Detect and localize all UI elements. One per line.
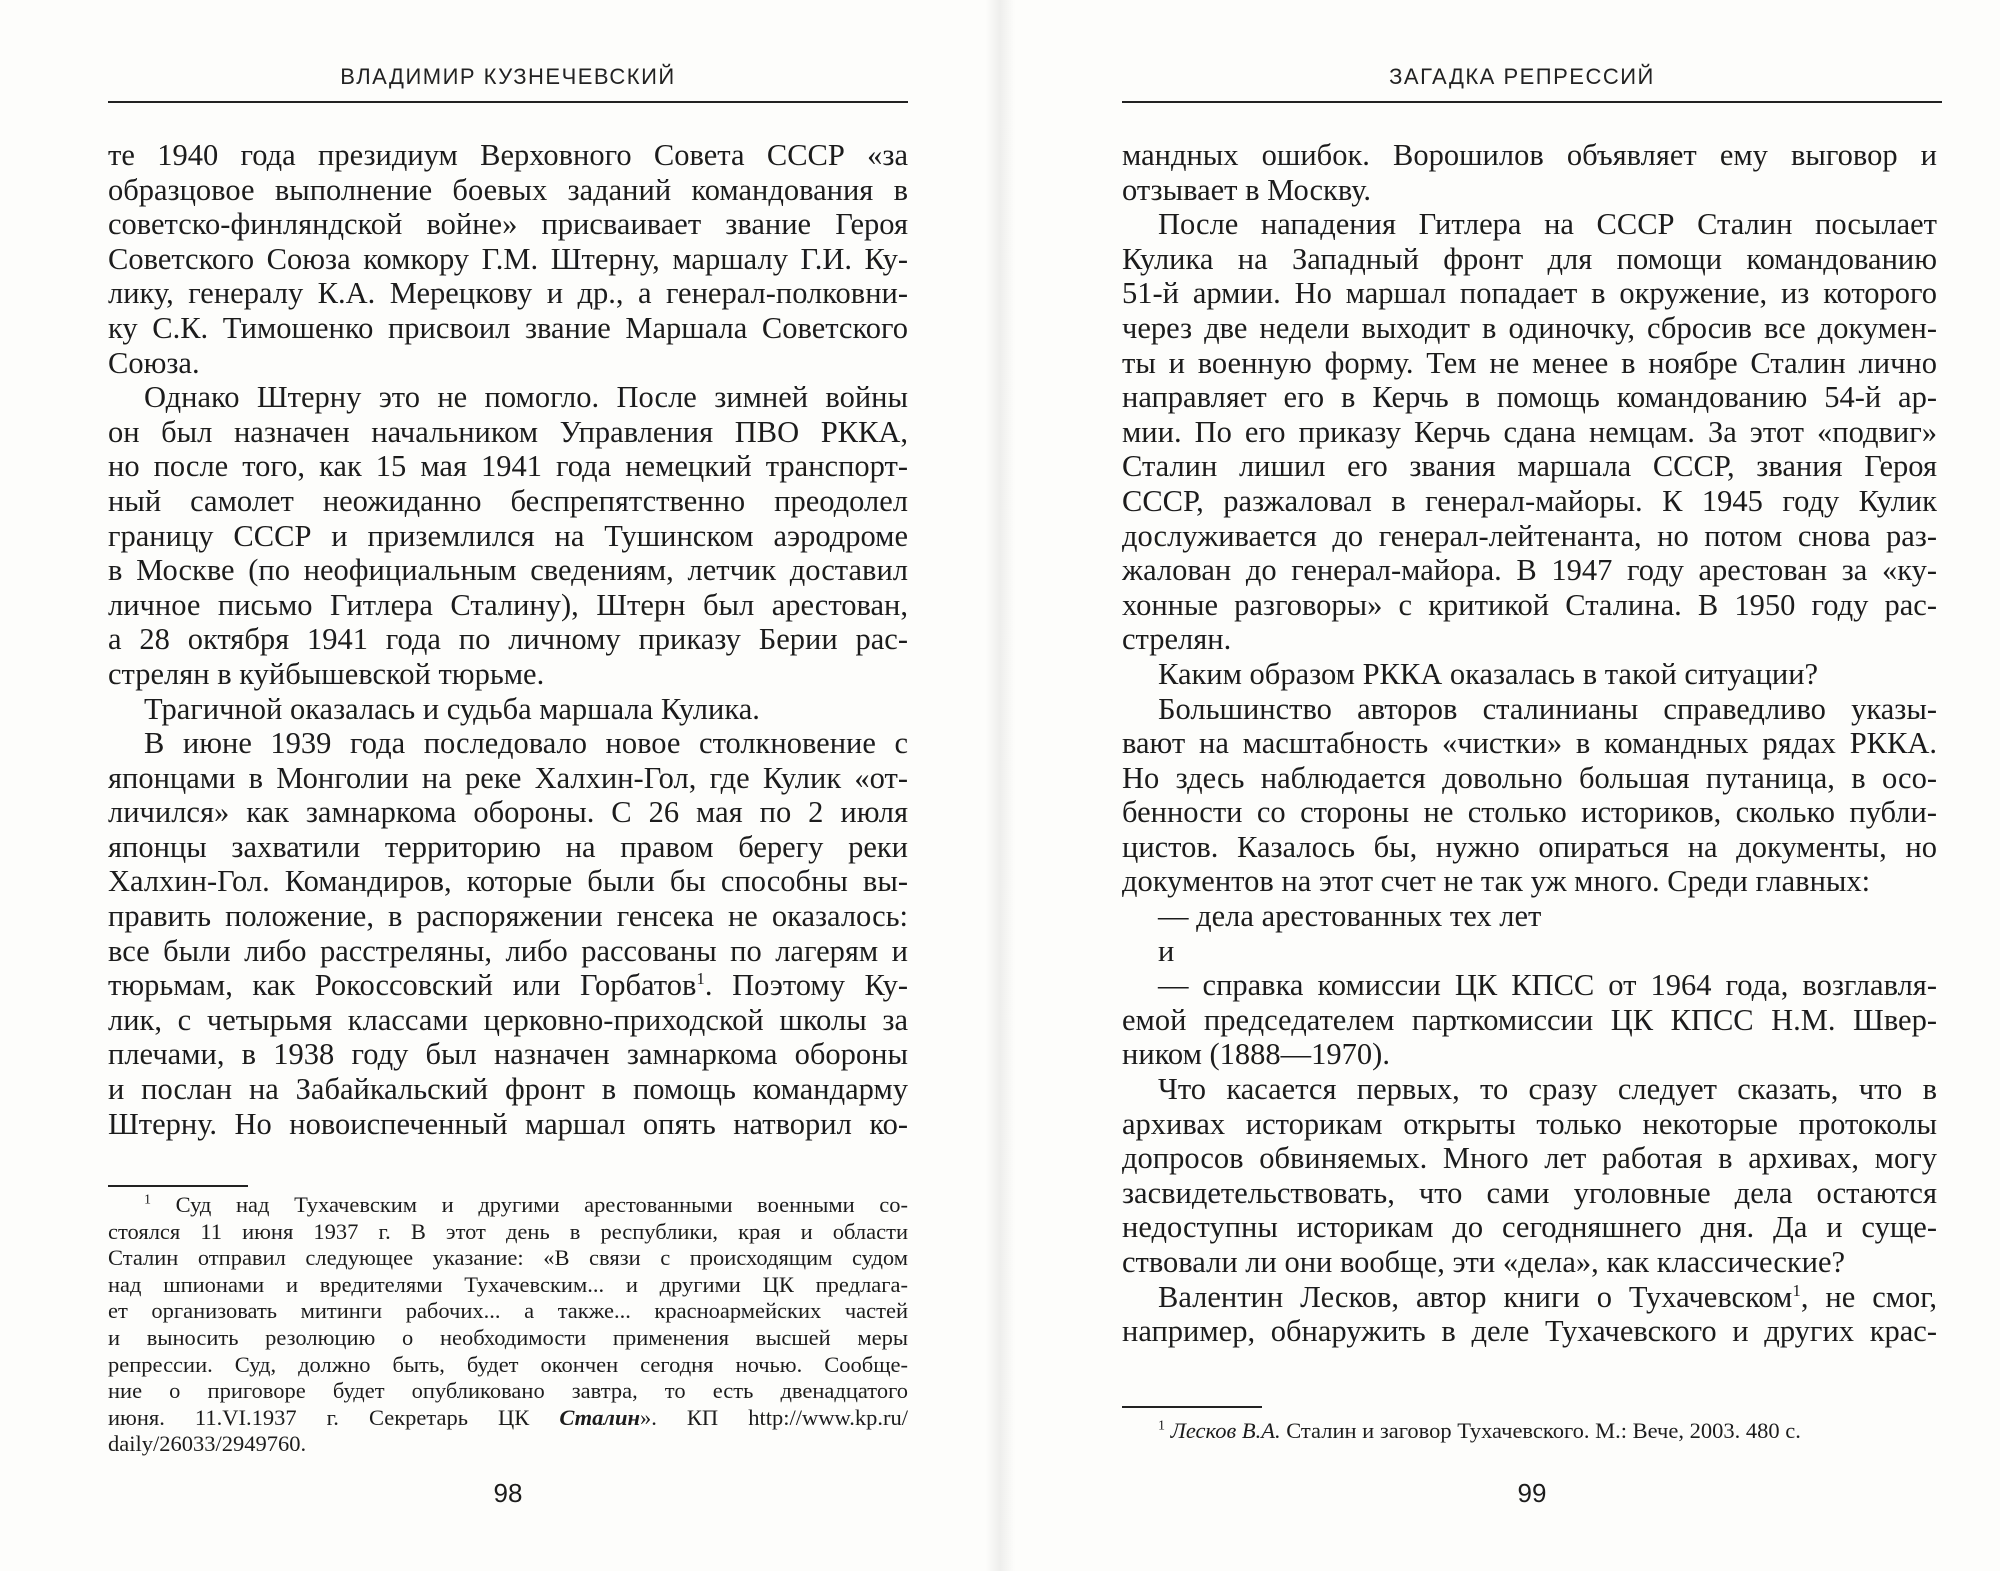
footnote-line: стоялся 11 июня 1937 г. В этот день в республики, края и области [108, 1218, 908, 1244]
footnote-rule [1122, 1406, 1262, 1408]
text-line: в Москве (по неофициальным сведениям, летчик доставил [108, 553, 908, 588]
text-line: править положение, в распоряжении генсека не оказалось: [108, 899, 908, 934]
page-number: 99 [1517, 1478, 1547, 1508]
text-line: засвидетельствовать, что сами уголовные дела остаются [1122, 1175, 1937, 1210]
text-line: а 28 октября 1941 года по личному приказу Берии рас- [108, 622, 908, 657]
text-line: СССР, разжаловал в генерал-майоры. К 1945 году Кулик [1122, 483, 1937, 518]
text-line: В июне 1939 года последовало новое столкновение с [144, 726, 908, 761]
footnote-line [108, 1192, 908, 1219]
text-segment: Сталин и заговор Тухачевского. М.: Вече, 2003. 480 с. [1280, 1418, 1801, 1443]
text-line: японцы захватили территорию на правом берегу реки [108, 829, 908, 864]
text-line: ный самолет неожиданно беспрепятственно преодолел [108, 483, 908, 518]
footnote-mark: 1 [1158, 1418, 1165, 1434]
footnote-line [1122, 1418, 1937, 1445]
text-line: бенности со стороны не столько историков, сколько публи- [1122, 795, 1937, 830]
text-segment: Валентин Лесков, автор книги о Тухачевском [1158, 1279, 1793, 1314]
footnote-line [108, 1405, 908, 1432]
text-line [1122, 1280, 1937, 1315]
text-line: Халхин-Гол. Командиров, которые были бы способны вы- [108, 864, 908, 899]
text-line: все были либо расстреляны, либо рассованы по лагерям и [108, 933, 908, 968]
text-line: Но здесь наблюдается довольно большая путаница, в осо- [1122, 760, 1937, 795]
header-rule [1122, 101, 1942, 103]
text-segment: Суд над Тухачевским и другими арестованными военными со- [175, 1192, 908, 1217]
text-line [108, 968, 908, 1003]
text-line: Что касается первых, то сразу следует сказать, что в [1158, 1072, 1937, 1107]
text-line: Сталин лишил его звания маршала СССР, звания Героя [1122, 449, 1937, 484]
text-line: ты и военную форму. Тем не менее в ноябре Сталин лично [1122, 345, 1937, 380]
header-rule [108, 101, 908, 103]
footnote-line: ние о приговоре будет опубликовано завтра, то есть двенадцатого [108, 1378, 908, 1404]
text-segment: , не смог, [1800, 1279, 1937, 1314]
text-line: После нападения Гитлера на СССР Сталин посылает [1158, 207, 1937, 242]
text-line: но после того, как 15 мая 1941 года немецкий транспорт- [108, 449, 908, 484]
text-line: 51-й армии. Но маршал попадает в окружение, из которого [1122, 276, 1937, 311]
text-line: лик, с четырьмя классами церковно-приходской школы за [108, 1002, 908, 1037]
left-page [0, 0, 990, 1571]
right-page [1010, 0, 2000, 1571]
footnote-mark: 1 [144, 1192, 151, 1208]
text-line: — справка комиссии ЦК КПСС от 1964 года, возглавля- [1158, 968, 1937, 1003]
footnote-reference[interactable]: 1 [1792, 1280, 1801, 1300]
text-line: допросов обвиняемых. Много лет работая в архивах, могу [1122, 1141, 1937, 1176]
signature-name: Сталин [559, 1404, 640, 1430]
text-line: дослуживается до генерал-лейтенанта, но потом снова раз- [1122, 518, 1937, 553]
text-line: Советского Союза комкору Г.М. Штерну, маршалу Г.И. Ку- [108, 241, 908, 276]
footnote-rule [108, 1185, 248, 1187]
text-line: стрелян в куйбышевской тюрьме. [108, 656, 545, 691]
text-line: личное письмо Гитлера Сталину), Штерн был арестован, [108, 587, 908, 622]
text-line: Кулика на Западный фронт для помощи командованию [1122, 241, 1937, 276]
text-line: Большинство авторов сталинианы справедливо указы- [1158, 691, 1937, 726]
text-line: цистов. Казалось бы, нужно опираться на документы, но [1122, 829, 1937, 864]
text-line: ку С.К. Тимошенко присвоил звание Маршала Советского [108, 310, 908, 345]
text-line: Трагичной оказалась и судьба маршала Кулика. [144, 691, 760, 726]
text-line: мандных ошибок. Ворошилов объявляет ему выговор и [1122, 138, 1937, 172]
text-line: и послан на Забайкальский фронт в помощь командарму [108, 1072, 908, 1107]
page-number: 98 [493, 1478, 523, 1508]
footnote [1122, 1418, 1937, 1445]
text-line: лику, генералу К.А. Мерецкову и др., а генерал-полковни- [108, 276, 908, 311]
text-line: емой председателем парткомиссии ЦК КПСС Н.М. Швер- [1122, 1002, 1937, 1037]
running-head: ВЛАДИМИР КУЗНЕЧЕВСКИЙ [340, 64, 676, 89]
text-line: архивах историкам открыты только некоторые протоколы [1122, 1106, 1937, 1141]
footnote-line: ет организовать митинги рабочих... а также... красноармейских частей [108, 1298, 908, 1324]
text-line: ствовали ли они вообще, эти «дела», как классические? [1122, 1245, 1846, 1279]
text-line: документов на этот счет не так уж много. Среди главных: [1122, 864, 1871, 899]
text-line: мии. По его приказу Керчь сдана немцам. За этот «подвиг» [1122, 414, 1937, 449]
text-line: те 1940 года президиум Верховного Совета СССР «за [108, 138, 908, 172]
footnote-line[interactable]: daily/26033/2949760. [108, 1431, 307, 1457]
text-line: плечами, в 1938 году был назначен замнаркома обороны [108, 1037, 908, 1072]
text-line: он был назначен начальником Управления ПВО РККА, [108, 414, 908, 449]
text-segment: . Поэтому Ку- [704, 968, 909, 1003]
text-line: жалован до генерал-майора. В 1947 году арестован за «ку- [1122, 553, 1937, 588]
footnote-author: Лесков В.А. [1170, 1418, 1281, 1443]
footnote-line: и выносить резолюцию о необходимости применения высшей меры [108, 1324, 908, 1350]
text-line: недоступны историкам до сегодняшнего дня. Да и суще- [1122, 1210, 1937, 1245]
text-line: — дела арестованных тех лет [1158, 899, 1542, 934]
text-line: Союза. [108, 345, 200, 380]
body-text [1122, 138, 1937, 1349]
text-line: вают на масштабность «чистки» в командных рядах РККА. [1122, 726, 1937, 761]
text-line: отзывает в Москву. [1122, 172, 1372, 207]
text-line: Каким образом РККА оказалась в такой ситуации? [1158, 656, 1819, 691]
footnote [108, 1192, 908, 1458]
footnote-reference[interactable]: 1 [696, 969, 705, 989]
text-line: советско-финляндской войне» присваивает звание Героя [108, 207, 908, 242]
text-line: ником (1888—1970). [1122, 1037, 1390, 1072]
text-line: личился» как замнаркома обороны. С 26 мая по 2 июля [108, 795, 908, 830]
footnote-line: Сталин отправил следующее указание: «В связи с происходящим судом [108, 1245, 908, 1271]
text-line: границу СССР и приземлился на Тушинском аэродроме [108, 518, 908, 553]
running-head: ЗАГАДКА РЕПРЕССИЙ [1389, 64, 1655, 89]
text-line: образцовое выполнение боевых заданий командования в [108, 172, 908, 207]
text-line: Штерну. Но новоиспеченный маршал опять натворил ко- [108, 1106, 908, 1141]
text-line: японцами в Монголии на реке Халхин-Гол, где Кулик «от- [108, 760, 908, 795]
footnote-line: репрессии. Суд, должно быть, будет окончен сегодня ночью. Сообще- [108, 1351, 908, 1377]
text-line: через две недели выходит в одиночку, сбросив все докумен- [1122, 310, 1937, 345]
text-line: например, обнаружить в деле Тухачевского и других крас- [1122, 1314, 1937, 1349]
footnote-link[interactable]: ». КП http://www.kp.ru/ [640, 1404, 909, 1430]
text-line: хонные разговоры» с критикой Сталина. В 1950 году рас- [1122, 587, 1937, 622]
text-segment: июня. 11.VI.1937 г. Секретарь ЦК [108, 1404, 560, 1430]
text-line: Однако Штерну это не помогло. После зимней войны [144, 380, 908, 415]
text-line: и [1158, 933, 1175, 968]
body-text [108, 138, 908, 1141]
text-line: стрелян. [1122, 622, 1232, 657]
text-segment: тюрьмам, как Рокоссовский или Горбатов [108, 968, 697, 1003]
footnote-line: над шпионами и вредителями Тухачевским... и другими ЦК предлага- [108, 1271, 908, 1297]
text-line: направляет его в Керчь в помощь командованию 54-й ар- [1122, 380, 1937, 415]
